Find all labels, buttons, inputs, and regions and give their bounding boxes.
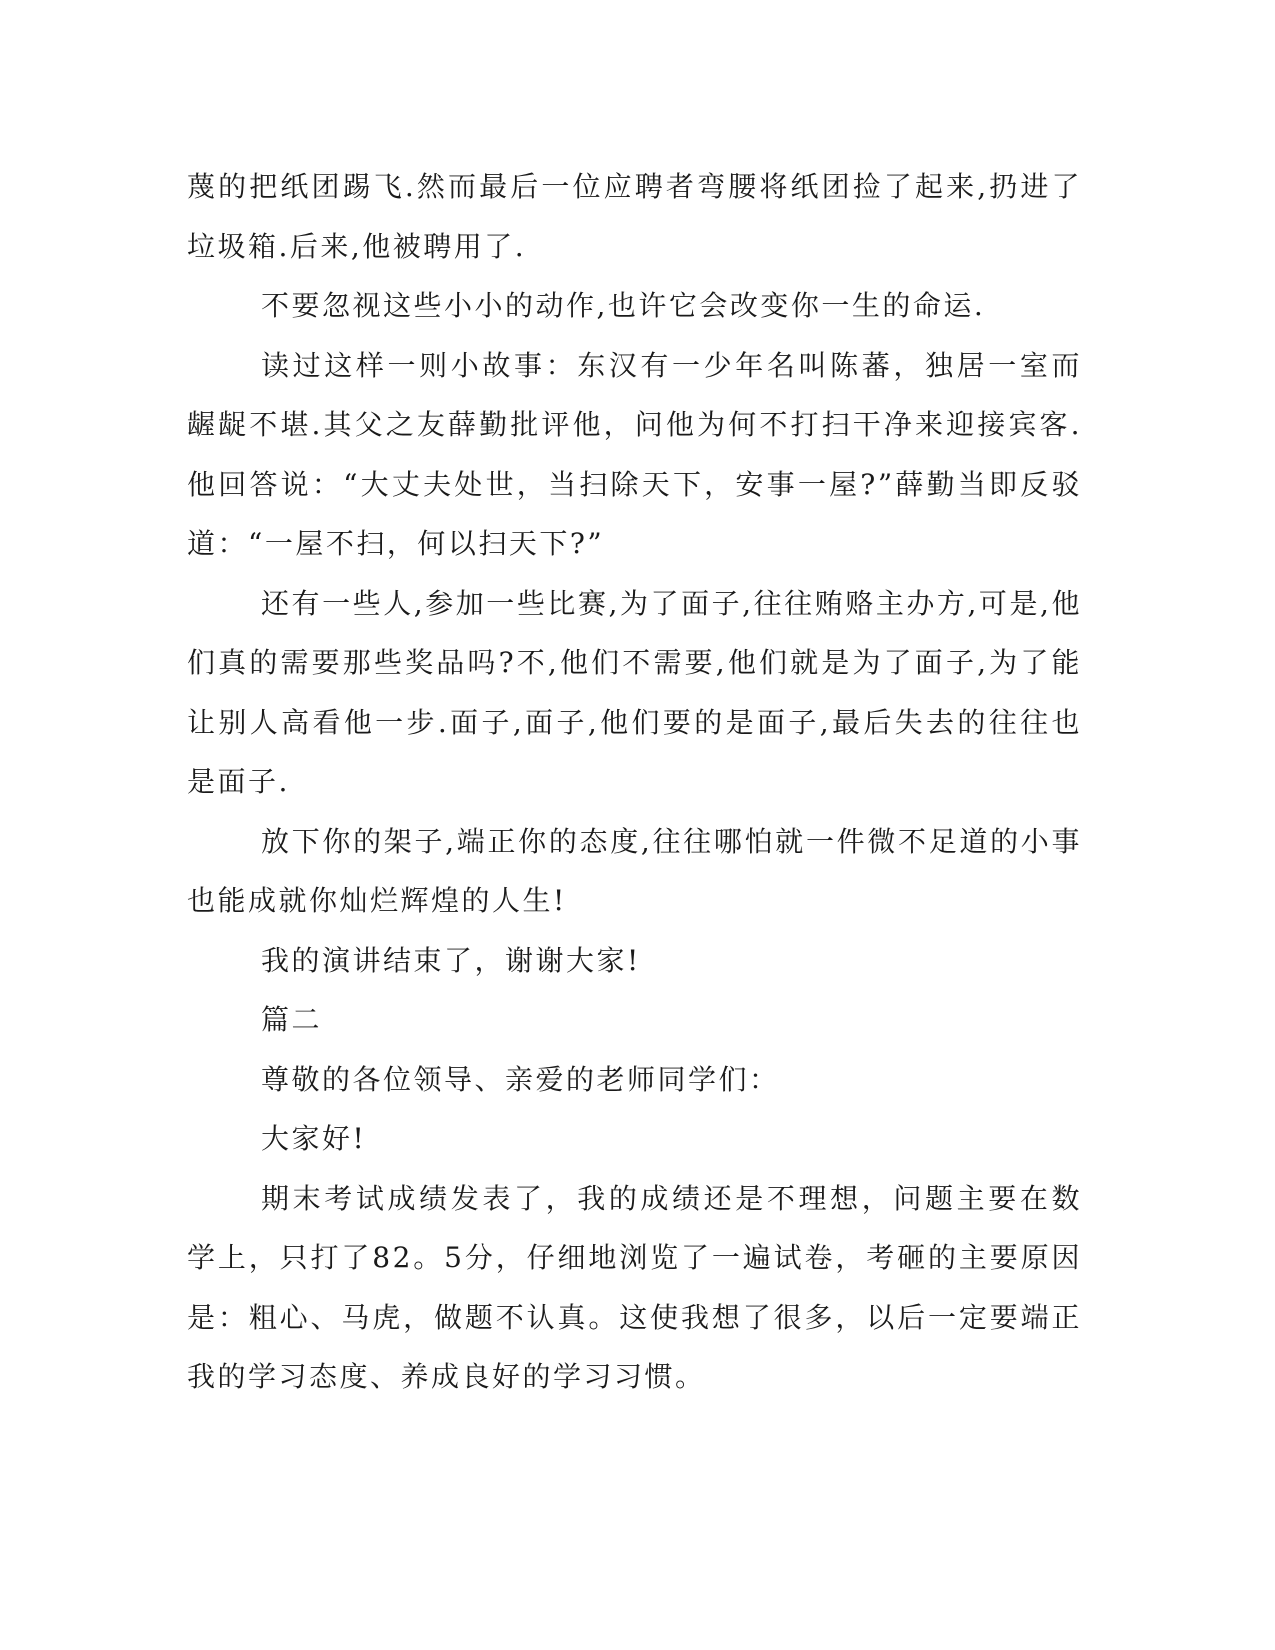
salutation: 尊敬的各位领导、亲爱的老师同学们： [261, 1062, 780, 1096]
paragraph: 期末考试成绩发表了，我的成绩还是不理想，问题主要在数学上，只打了82。5分，仔细地浏览了一遍试卷，考砸的主要原因是：粗心、马虎，做题不认真。这使我想了很多，以后一定要端正我的学习态度、养成良好的学习习惯。 [187, 1181, 1082, 1393]
document-body [187, 157, 1082, 1407]
paragraph: 不要忽视这些小小的动作,也许它会改变你一生的命运. [261, 289, 986, 322]
greeting: 大家好! [261, 1122, 367, 1155]
paragraph: 蔑的把纸团踢飞.然而最后一位应聘者弯腰将纸团捡了起来,扔进了垃圾箱.后来,他被聘用了. [187, 170, 1082, 263]
paragraph: 还有一些人,参加一些比赛,为了面子,往往贿赂主办方,可是,他们真的需要那些奖品吗?不,他们不需要,他们就是为了面子,为了能让别人高看他一步.面子,面子,他们要的是面子,最后失去的往往也是面子. [187, 586, 1082, 798]
section-heading: 篇二 [261, 1003, 323, 1036]
paragraph: 读过这样一则小故事：东汉有一少年名叫陈蕃，独居一室而龌龊不堪.其父之友薛勤批评他，问他为何不打扫干净来迎接宾客.他回答说：“大丈夫处世，当扫除天下，安事一屋?”薛勤当即反驳道：“一屋不扫，何以扫天下?” [187, 348, 1082, 560]
paragraph: 放下你的架子,端正你的态度,往往哪怕就一件微不足道的小事也能成就你灿烂辉煌的人生! [187, 824, 1082, 917]
paragraph: 我的演讲结束了，谢谢大家! [261, 943, 641, 977]
